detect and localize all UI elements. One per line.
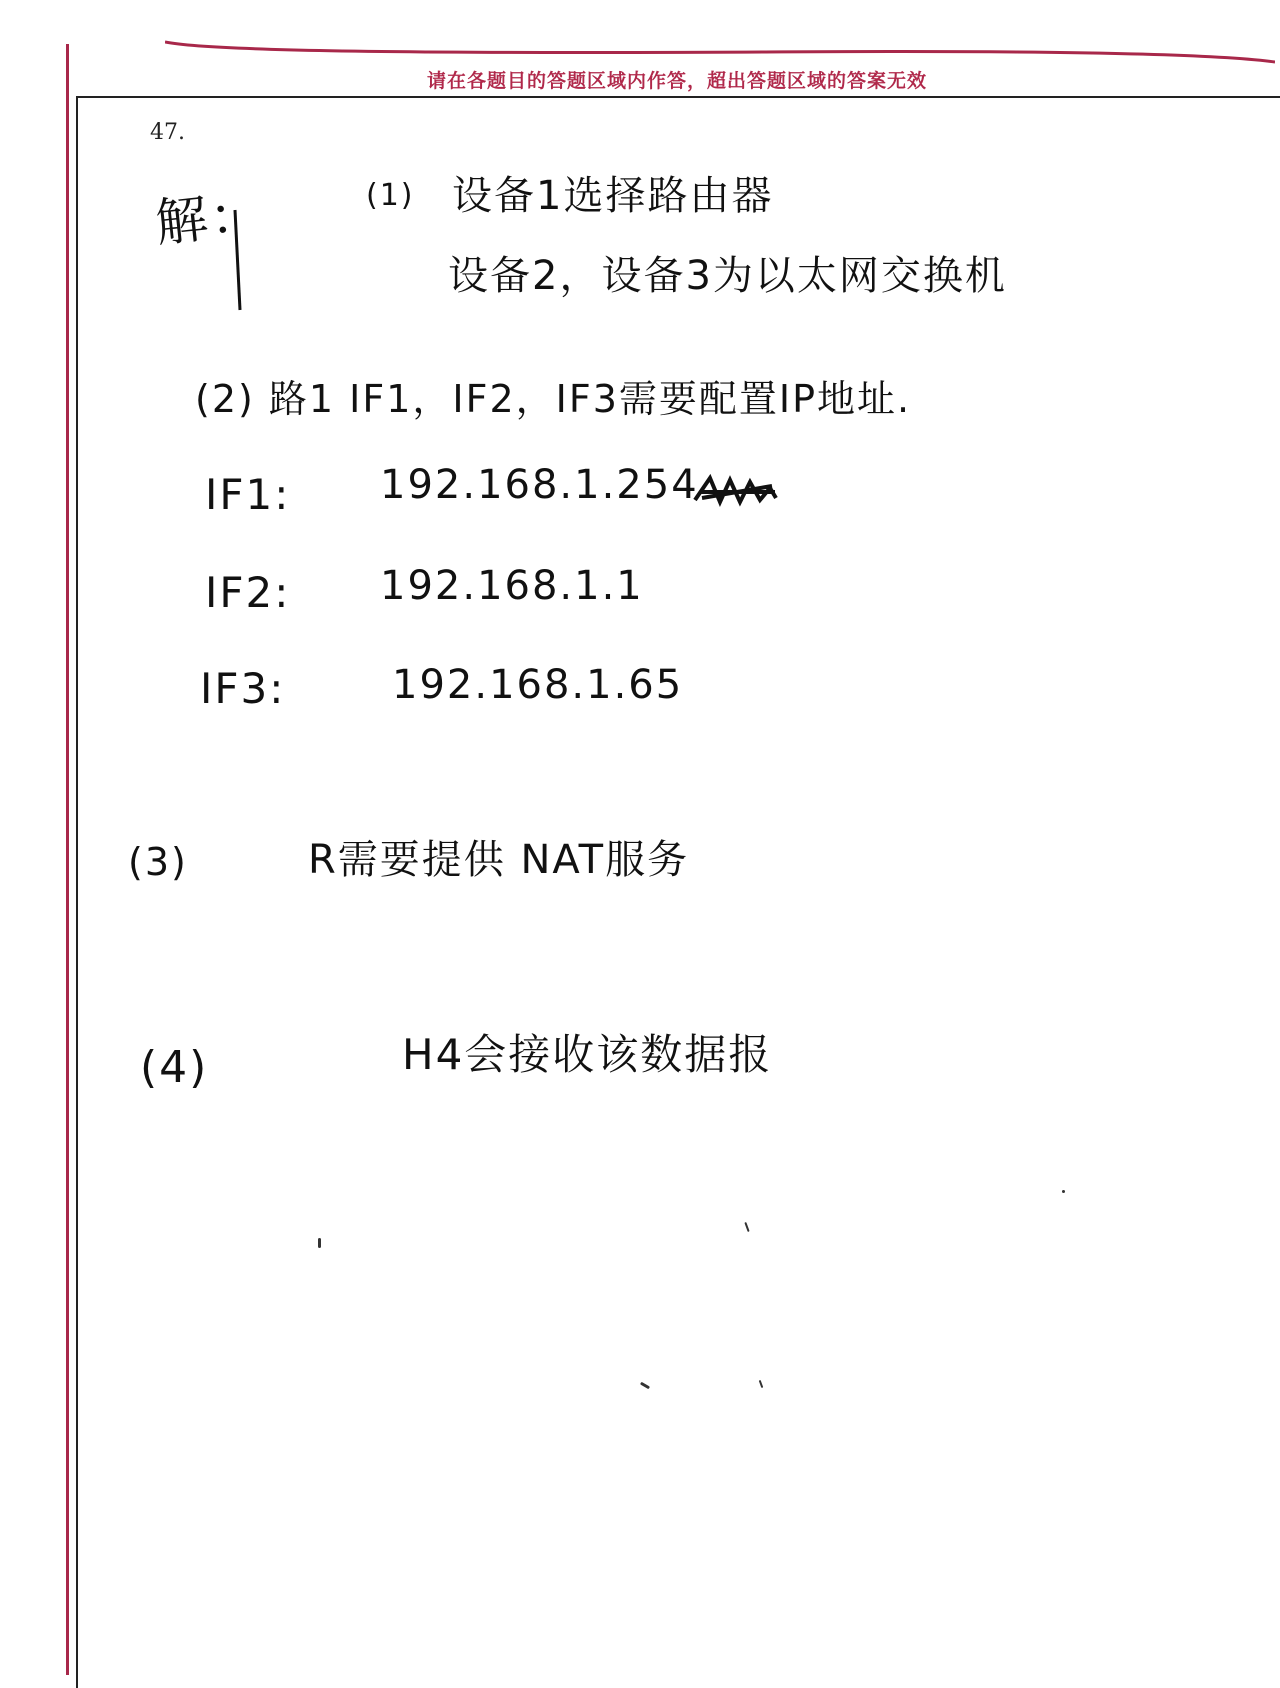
question-number: 47.: [150, 120, 185, 145]
part3-label: (3): [128, 840, 188, 884]
prefix-flourish: [150, 160, 270, 320]
margin-line: [66, 44, 69, 1675]
if1-ip: 192.168.1.254: [380, 462, 699, 508]
ink-speck: [1062, 1190, 1065, 1193]
if3-ip: 192.168.1.65: [392, 662, 684, 708]
if2-label: IF2:: [205, 568, 291, 617]
part1-line1: 设备1选择路由器: [452, 173, 774, 219]
answer-prefix: 解：: [152, 183, 267, 255]
if3-label: IF3:: [200, 664, 286, 713]
part4-label: (4): [140, 1042, 209, 1093]
part1-line2: 设备2，设备3为以太网交换机: [448, 253, 1007, 299]
part3-text: R需要提供 NAT服务: [308, 837, 690, 883]
header-note: 请在各题目的答题区域内作答，超出答题区域的答案无效: [426, 70, 927, 92]
if2-ip: 192.168.1.1: [380, 563, 644, 609]
part1-label: (1): [366, 178, 415, 213]
answer-area-box: [76, 96, 1280, 1688]
crossed-out-scribble: [690, 470, 780, 510]
part4-text: H4会接收该数据报: [402, 1030, 773, 1079]
part2-line: (2) 路1 IF1，IF2，IF3需要配置IP地址.: [195, 377, 912, 421]
if1-label: IF1:: [205, 470, 291, 519]
ink-speck: [318, 1238, 321, 1248]
